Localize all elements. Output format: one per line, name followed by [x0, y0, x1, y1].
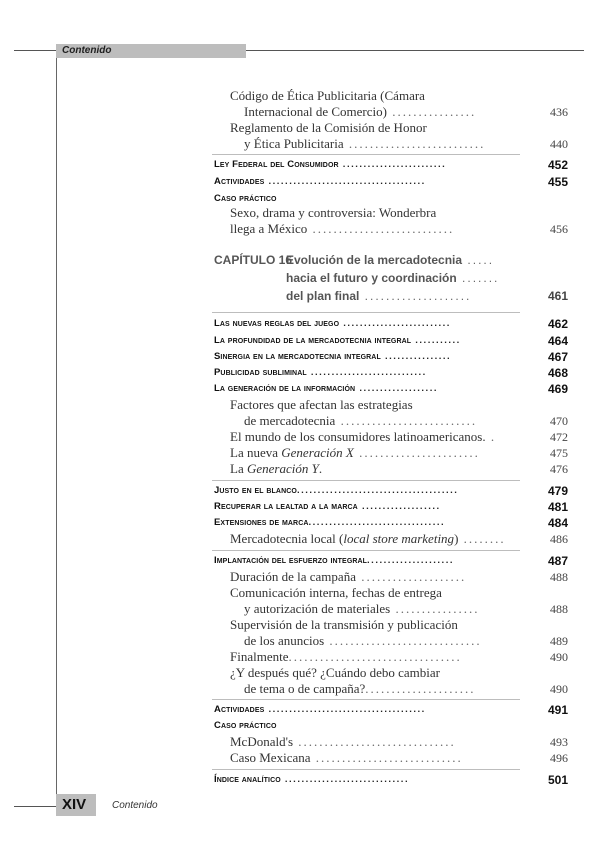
page-number: 501 — [547, 773, 568, 787]
toc-entry[interactable]: McDonald's .............................. 493 — [230, 734, 568, 749]
folio-number: XIV — [62, 796, 87, 813]
page-number: 490 — [550, 682, 568, 696]
toc-section[interactable]: Las nuevas reglas del juego .......................... 462 — [214, 317, 568, 331]
toc-entry-cont[interactable]: de mercadotecnia .......................... 470 — [244, 413, 568, 428]
page-number: 472 — [550, 430, 568, 444]
page-number: 484 — [547, 516, 568, 530]
toc-entry-cont[interactable]: Internacional de Comercio) ................ 436 — [244, 104, 568, 119]
toc-entry[interactable]: Reglamento de la Comisión de Honor — [230, 120, 427, 135]
chapter-label: CAPÍTULO 16 — [214, 253, 293, 267]
toc-entry-cont[interactable]: y autorización de materiales ................ 488 — [244, 601, 568, 616]
page-number: 479 — [547, 484, 568, 498]
page-number: 455 — [547, 175, 568, 189]
toc-section[interactable]: Actividades ...................................... 455 — [214, 175, 568, 189]
page-number: 493 — [550, 735, 568, 749]
page-number: 452 — [547, 158, 568, 172]
toc-entry[interactable]: Sexo, drama y controversia: Wonderbra — [230, 205, 437, 220]
toc-section[interactable]: Índice analítico .............................. 501 — [214, 773, 568, 787]
page-number: 491 — [547, 703, 568, 717]
page-number: 436 — [550, 105, 568, 119]
section-divider — [212, 769, 520, 770]
toc-section[interactable]: Implantación del esfuerzo integral..................... 487 — [214, 554, 568, 568]
toc-entry-cont[interactable]: de tema o de campaña?..................... 490 — [244, 681, 568, 696]
page-number: 496 — [550, 751, 568, 765]
page-number: 467 — [547, 350, 568, 364]
running-footer: Contenido — [112, 800, 158, 811]
chapter-heading[interactable]: CAPÍTULO 16 Evolución de la mercadotecnia ..... — [214, 253, 495, 267]
page-number: 490 — [550, 650, 568, 664]
toc-entry[interactable]: La nueva Generación X ....................... 475 — [230, 445, 568, 460]
toc-section[interactable]: Justo en el blanco....................................... 479 — [214, 484, 568, 498]
toc-section[interactable]: La generación de la información ................... 469 — [214, 382, 568, 396]
toc-section[interactable]: La profundidad de la mercadotecnia integral ........... 464 — [214, 334, 568, 348]
page-number: 487 — [547, 554, 568, 568]
page-number: 486 — [550, 532, 568, 546]
page-number: 476 — [550, 462, 568, 476]
page-number: 481 — [547, 500, 568, 514]
toc-section[interactable]: Actividades ...................................... 491 — [214, 703, 568, 717]
toc-section[interactable]: Publicidad subliminal ............................ 468 — [214, 366, 568, 380]
page-number: 488 — [550, 602, 568, 616]
section-divider — [212, 480, 520, 481]
toc-entry-cont[interactable]: de los anuncios ............................. 489 — [244, 633, 568, 648]
toc-section[interactable]: Extensiones de marca................................. 484 — [214, 516, 568, 530]
page-number: 489 — [550, 634, 568, 648]
section-divider — [212, 699, 520, 700]
running-header: Contenido — [62, 45, 112, 56]
toc-entry[interactable]: Supervisión de la transmisión y publicación — [230, 617, 458, 632]
toc-entry[interactable]: Código de Ética Publicitaria (Cámara — [230, 88, 425, 103]
chapter-heading-cont[interactable]: hacia el futuro y coordinación ....... — [286, 271, 500, 285]
toc-entry[interactable]: La Generación Y. 476 — [230, 461, 568, 476]
toc-entry-cont[interactable]: llega a México ........................... 456 — [230, 221, 568, 236]
chapter-heading-cont[interactable]: del plan final .................... 461 — [286, 289, 568, 303]
page-number: 475 — [550, 446, 568, 460]
section-divider — [212, 154, 520, 155]
page-number: 464 — [547, 334, 568, 348]
toc-entry[interactable]: Factores que afectan las estrategias — [230, 397, 413, 412]
toc-entry[interactable]: Comunicación interna, fechas de entrega — [230, 585, 442, 600]
toc-section[interactable]: Sinergia en la mercadotecnia integral ................ 467 — [214, 350, 568, 364]
page-number: 456 — [550, 222, 568, 236]
toc-section[interactable]: Caso práctico — [214, 720, 277, 731]
page-number: 468 — [547, 366, 568, 380]
toc-section[interactable]: Ley Federal del Consumidor ......................... 452 — [214, 158, 568, 172]
toc-entry[interactable]: ¿Y después qué? ¿Cuándo debo cambiar — [230, 665, 440, 680]
toc-entry[interactable]: Duración de la campaña .................... 488 — [230, 569, 568, 584]
page-number: 462 — [547, 317, 568, 331]
page-number: 469 — [547, 382, 568, 396]
section-divider — [212, 312, 520, 313]
page-number: 440 — [550, 137, 568, 151]
toc-entry-cont[interactable]: y Ética Publicitaria .......................... 440 — [244, 136, 568, 151]
toc-entry[interactable]: Finalmente................................. 490 — [230, 649, 568, 664]
toc-entry[interactable]: El mundo de los consumidores latinoamericanos. . 472 — [230, 429, 568, 444]
section-divider — [212, 550, 520, 551]
page-number: 488 — [550, 570, 568, 584]
footer-rule — [14, 806, 62, 807]
page-number: 461 — [547, 289, 568, 303]
toc-section[interactable]: Recuperar la lealtad a la marca ................... 481 — [214, 500, 568, 514]
page-number: 470 — [550, 414, 568, 428]
toc-entry[interactable]: Mercadotecnia local (local store marketing) ........ 486 — [230, 531, 568, 546]
toc-section[interactable]: Caso práctico — [214, 193, 277, 204]
toc-entry[interactable]: Caso Mexicana ............................ 496 — [230, 750, 568, 765]
